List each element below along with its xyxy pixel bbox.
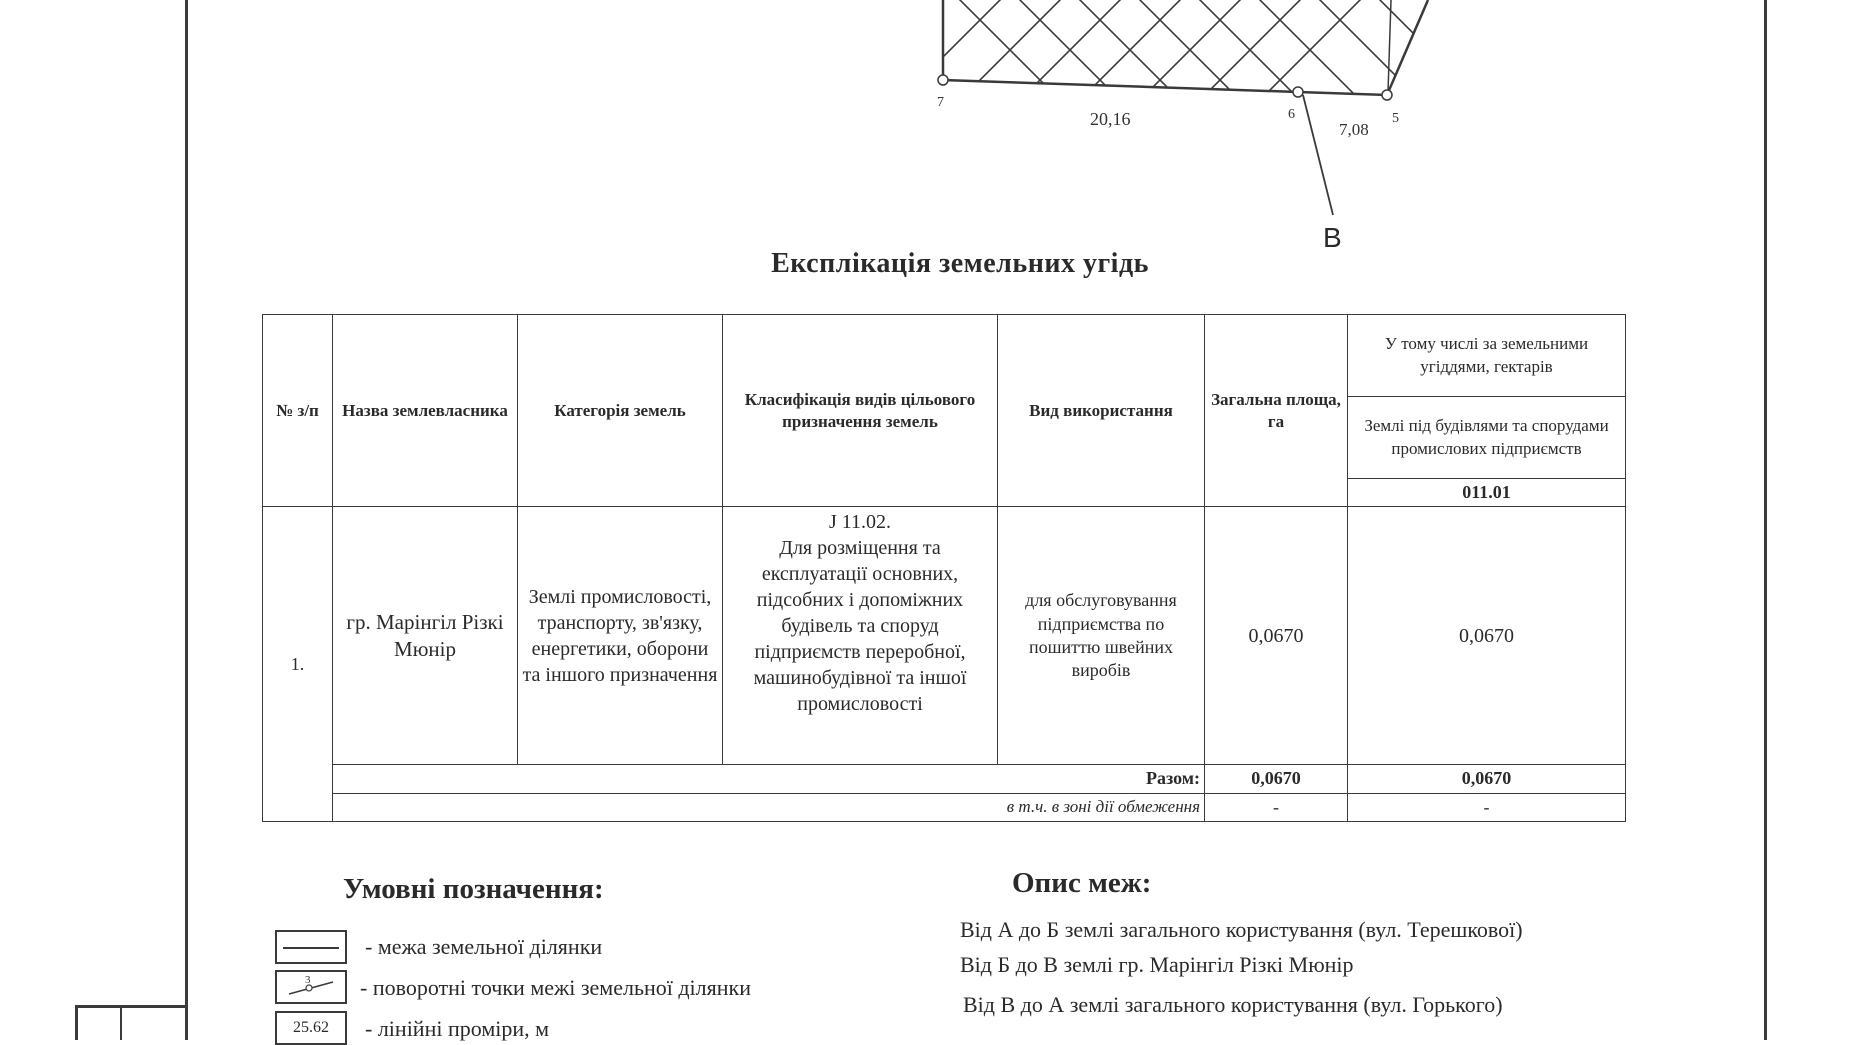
row-classification xyxy=(723,507,998,765)
row-area: 0,0670 xyxy=(1205,507,1348,765)
row-usage: для обслуговування підприємства по пошиттю швейних виробів xyxy=(998,507,1205,765)
header-usage: Вид використання xyxy=(998,315,1205,507)
header-num: № з/п xyxy=(263,315,333,507)
legend-symbol-turn-point xyxy=(275,970,347,1004)
bounds-line-a-b: Від А до Б землі загального користування (вул. Терешкової) xyxy=(960,917,1523,942)
turn-point-5 xyxy=(1382,90,1392,100)
total-area: 0,0670 xyxy=(1205,765,1348,793)
legend-symbol-dimension: 25.62 xyxy=(275,1011,347,1045)
point-label-7: 7 xyxy=(937,95,944,110)
row-sub-area: 0,0670 xyxy=(1348,507,1626,765)
restricted-sub-area: - xyxy=(1348,793,1626,821)
header-classification: Класифікація видів цільового призначення земель xyxy=(723,315,998,507)
boundary-marker-letter: В xyxy=(1323,222,1342,253)
row-category: Землі промисловості, транспорту, зв'язку, енергетики, оборони та іншого призначення xyxy=(518,507,723,765)
bounds-line-b-v: Від Б до В землі гр. Марінгіл Різкі Мюнір xyxy=(960,952,1354,977)
dimension-7-6: 20,16 xyxy=(1090,109,1131,129)
explication-table xyxy=(262,314,1626,822)
row-classification-text: Для розміщення та експлуатації основних, підсобних і допоміжних будівель та споруд підприємств переробної, машинобудівної та іншої промисловості xyxy=(753,537,967,716)
stamp-corner-mid xyxy=(120,1005,122,1040)
header-owner: Назва землевласника xyxy=(333,315,518,507)
restricted-label: в т.ч. в зоні дії обмеження xyxy=(333,793,1205,821)
point-label-5: 5 xyxy=(1392,111,1399,126)
turn-point-6 xyxy=(1293,87,1303,97)
bounds-title: Опис меж: xyxy=(1012,867,1152,899)
legend-symbol-boundary xyxy=(275,930,347,964)
row-num: 1. xyxy=(263,507,333,822)
bounds-line-v-a: Від В до А землі загального користування (вул. Горького) xyxy=(963,992,1503,1017)
turn-point-7 xyxy=(938,75,948,85)
svg-text:3: 3 xyxy=(305,974,311,986)
turn-point-symbol-icon xyxy=(277,972,345,1002)
row-owner: гр. Марінгіл Різкі Мюнір xyxy=(333,507,518,765)
total-sub-area: 0,0670 xyxy=(1348,765,1626,793)
dimension-6-5: 7,08 xyxy=(1339,120,1369,139)
stamp-corner-top xyxy=(75,1005,187,1008)
land-plot-plan xyxy=(880,0,1440,260)
row-classification-code: J 11.02. xyxy=(828,511,892,534)
header-category: Категорія земель xyxy=(518,315,723,507)
legend-text-dimension: - лінійні проміри, м xyxy=(365,1016,550,1041)
header-subcolumn: Землі під будівлями та спорудами промислових підприємств xyxy=(1348,397,1626,479)
legend-text-boundary: - межа земельної ділянки xyxy=(365,934,603,959)
explication-title: Експлікація земельних угідь xyxy=(771,248,1149,279)
legend-text-turn-point: - поворотні точки межі земельної ділянки xyxy=(360,975,752,1000)
header-area: Загальна площа, га xyxy=(1205,315,1348,507)
header-subcode: 011.01 xyxy=(1348,479,1626,507)
frame-right-border xyxy=(1764,0,1767,1040)
frame-left-border xyxy=(185,0,188,1040)
point-label-6: 6 xyxy=(1288,107,1295,122)
stamp-corner-left xyxy=(75,1005,78,1040)
legend-title: Умовні позначення: xyxy=(343,873,604,905)
restricted-area: - xyxy=(1205,793,1348,821)
header-subgroup: У тому числі за земельними угіддями, гектарів xyxy=(1348,315,1626,397)
total-label: Разом: xyxy=(333,765,1205,793)
